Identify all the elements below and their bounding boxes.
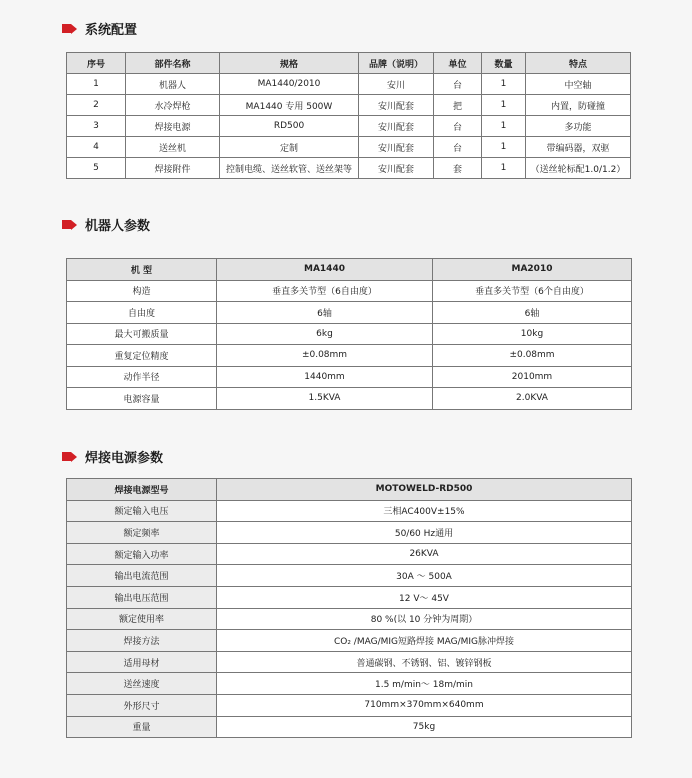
table-cell: 电源容量 bbox=[67, 388, 217, 410]
table-row bbox=[67, 74, 631, 95]
table-cell: 75kg bbox=[217, 716, 632, 738]
table-row bbox=[67, 345, 632, 367]
header-cell: MOTOWELD-RD500 bbox=[217, 479, 632, 501]
table-cell: 台 bbox=[434, 116, 482, 137]
header-cell: 数量 bbox=[482, 53, 526, 74]
table-cell: 1.5KVA bbox=[217, 388, 433, 410]
table-cell: 1 bbox=[482, 74, 526, 95]
power-params-table bbox=[66, 478, 632, 738]
table-cell: 6轴 bbox=[217, 302, 433, 324]
table-header-row bbox=[67, 259, 632, 281]
table-cell: ±0.08mm bbox=[217, 345, 433, 367]
header-cell: 单位 bbox=[434, 53, 482, 74]
table-cell: 把 bbox=[434, 95, 482, 116]
table-cell: 6kg bbox=[217, 323, 433, 345]
table-cell: 套 bbox=[434, 158, 482, 179]
header-cell: 品牌（说明） bbox=[359, 53, 434, 74]
table-cell: RD500 bbox=[220, 116, 359, 137]
table-row bbox=[67, 158, 631, 179]
row-label: 外形尺寸 bbox=[67, 694, 217, 716]
table-row bbox=[67, 586, 632, 608]
header-cell: 焊接电源型号 bbox=[67, 479, 217, 501]
table-cell: 重复定位精度 bbox=[67, 345, 217, 367]
table-cell: 安川配套 bbox=[359, 116, 434, 137]
table-cell: 2010mm bbox=[433, 366, 632, 388]
section-title-power bbox=[62, 447, 163, 466]
table-cell: 构造 bbox=[67, 280, 217, 302]
table-row bbox=[67, 565, 632, 587]
header-cell: 部件名称 bbox=[126, 53, 220, 74]
table-cell: CO₂ /MAG/MIG短路焊接 MAG/MIG脉冲焊接 bbox=[217, 630, 632, 652]
table-row bbox=[67, 95, 631, 116]
table-cell: 定制 bbox=[220, 137, 359, 158]
header-cell: 机 型 bbox=[67, 259, 217, 281]
table-cell: MA1440/2010 bbox=[220, 74, 359, 95]
section-title-text: 系统配置 bbox=[85, 23, 138, 38]
table-cell: 1 bbox=[482, 158, 526, 179]
table-cell: 中空轴 bbox=[526, 74, 631, 95]
row-label: 适用母材 bbox=[67, 651, 217, 673]
table-cell: 1 bbox=[67, 74, 126, 95]
section-marker-icon bbox=[62, 220, 77, 230]
table-cell: 水冷焊枪 bbox=[126, 95, 220, 116]
section-marker-icon bbox=[62, 452, 77, 462]
table-cell: 2.0KVA bbox=[433, 388, 632, 410]
table-cell: 5 bbox=[67, 158, 126, 179]
table-cell: 1.5 m/min～ 18m/min bbox=[217, 673, 632, 695]
table-cell: 80 %(以 10 分钟为周期） bbox=[217, 608, 632, 630]
table-cell: 最大可搬质量 bbox=[67, 323, 217, 345]
table-cell: 动作半径 bbox=[67, 366, 217, 388]
table-cell: 安川配套 bbox=[359, 137, 434, 158]
table-cell: 垂直多关节型（6自由度） bbox=[217, 280, 433, 302]
table-cell: 50/60 Hz通用 bbox=[217, 522, 632, 544]
table-row bbox=[67, 280, 632, 302]
header-cell: 特点 bbox=[526, 53, 631, 74]
table-cell: 12 V～ 45V bbox=[217, 586, 632, 608]
table-row bbox=[67, 116, 631, 137]
table-row bbox=[67, 366, 632, 388]
table-row bbox=[67, 630, 632, 652]
table-cell: 710mm×370mm×640mm bbox=[217, 694, 632, 716]
table-cell: 台 bbox=[434, 137, 482, 158]
section-title-robot bbox=[62, 215, 150, 234]
table-cell: 内置，防碰撞 bbox=[526, 95, 631, 116]
table-cell: 控制电缆、送丝软管、送丝架等 bbox=[220, 158, 359, 179]
header-cell: MA1440 bbox=[217, 259, 433, 281]
table-cell: 台 bbox=[434, 74, 482, 95]
header-cell: 序号 bbox=[67, 53, 126, 74]
row-label: 焊接方法 bbox=[67, 630, 217, 652]
row-label: 输出电压范围 bbox=[67, 586, 217, 608]
table-row bbox=[67, 388, 632, 410]
table-row bbox=[67, 543, 632, 565]
table-row bbox=[67, 694, 632, 716]
table-row bbox=[67, 323, 632, 345]
header-cell: 规格 bbox=[220, 53, 359, 74]
table-cell: 焊接电源 bbox=[126, 116, 220, 137]
table-row bbox=[67, 651, 632, 673]
section-marker-icon bbox=[62, 24, 77, 34]
section-title-text: 焊接电源参数 bbox=[85, 451, 164, 466]
table-cell: 1440mm bbox=[217, 366, 433, 388]
table-cell: 安川配套 bbox=[359, 95, 434, 116]
table-cell: 安川配套 bbox=[359, 158, 434, 179]
table-cell: 3 bbox=[67, 116, 126, 137]
table-cell: 1 bbox=[482, 137, 526, 158]
table-cell: 30A ～ 500A bbox=[217, 565, 632, 587]
row-label: 额定频率 bbox=[67, 522, 217, 544]
table-row bbox=[67, 608, 632, 630]
table-row bbox=[67, 522, 632, 544]
table-cell: 带编码器，双驱 bbox=[526, 137, 631, 158]
section-title-text: 机器人参数 bbox=[85, 219, 151, 234]
config-table bbox=[66, 52, 631, 179]
table-header-row bbox=[67, 53, 631, 74]
table-cell: 1 bbox=[482, 95, 526, 116]
table-cell: 焊接附件 bbox=[126, 158, 220, 179]
table-cell: 三相AC400V±15% bbox=[217, 500, 632, 522]
header-cell: MA2010 bbox=[433, 259, 632, 281]
row-label: 额定输入电压 bbox=[67, 500, 217, 522]
table-row bbox=[67, 716, 632, 738]
table-cell: 垂直多关节型（6个自由度） bbox=[433, 280, 632, 302]
table-cell: 6轴 bbox=[433, 302, 632, 324]
table-cell: 4 bbox=[67, 137, 126, 158]
row-label: 输出电流范围 bbox=[67, 565, 217, 587]
table-cell: 1 bbox=[482, 116, 526, 137]
row-label: 重量 bbox=[67, 716, 217, 738]
table-cell: 普通碳钢、不锈钢、铝、镀锌钢板 bbox=[217, 651, 632, 673]
table-cell: 机器人 bbox=[126, 74, 220, 95]
table-row bbox=[67, 673, 632, 695]
table-cell: MA1440 专用 500W bbox=[220, 95, 359, 116]
table-row bbox=[67, 500, 632, 522]
row-label: 额定输入功率 bbox=[67, 543, 217, 565]
table-cell: 10kg bbox=[433, 323, 632, 345]
table-cell: 多功能 bbox=[526, 116, 631, 137]
table-cell: 2 bbox=[67, 95, 126, 116]
table-cell: 自由度 bbox=[67, 302, 217, 324]
table-row bbox=[67, 302, 632, 324]
table-header-row bbox=[67, 479, 632, 501]
table-cell: 26KVA bbox=[217, 543, 632, 565]
row-label: 送丝速度 bbox=[67, 673, 217, 695]
table-row bbox=[67, 137, 631, 158]
section-title-config bbox=[62, 19, 137, 38]
row-label: 额定使用率 bbox=[67, 608, 217, 630]
table-cell: 安川 bbox=[359, 74, 434, 95]
table-cell: 送丝机 bbox=[126, 137, 220, 158]
table-cell: ±0.08mm bbox=[433, 345, 632, 367]
robot-params-table bbox=[66, 258, 632, 410]
table-cell: （送丝轮标配1.0/1.2） bbox=[526, 158, 631, 179]
